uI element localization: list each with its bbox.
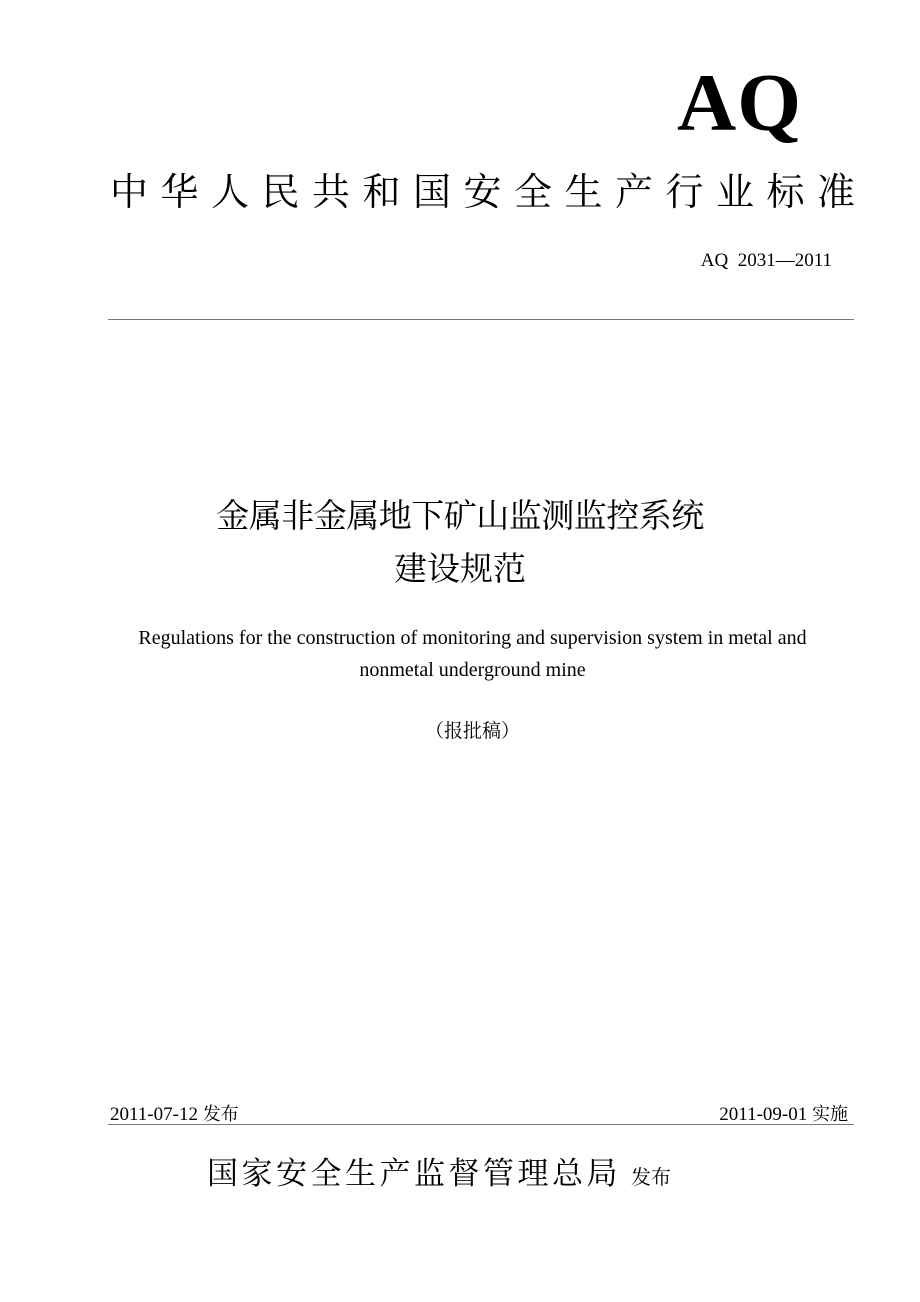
standard-code: AQ 2031—2011 [700,250,832,271]
standard-category: 中华人民共和国安全生产行业标准 [110,170,868,214]
effective-label: 实施 [812,1104,848,1125]
english-title-line-2: nonmetal underground mine [359,659,586,681]
document-title-line-1: 金属非金属地下矿山监测监控系统 [216,496,704,535]
english-title-line-1: Regulations for the construction of monitoring and supervision system in metal and [138,627,807,649]
effective-date-block [719,1100,848,1126]
issued-label: 发布 [202,1104,239,1125]
publisher-name: 国家安全生产监督管理总局 [207,1156,621,1192]
bottom-divider [108,1124,854,1125]
issued-date-block [110,1100,239,1126]
draft-status: （报批稿） [424,720,520,742]
issued-date: 2011-07-12 [110,1104,198,1125]
aq-logo: AQ [677,57,802,148]
effective-date: 2011-09-01 [719,1104,808,1125]
document-title-line-2: 建设规范 [394,549,526,588]
top-divider [108,319,854,320]
publish-label: 发布 [631,1165,671,1189]
publisher-block [207,1148,671,1193]
